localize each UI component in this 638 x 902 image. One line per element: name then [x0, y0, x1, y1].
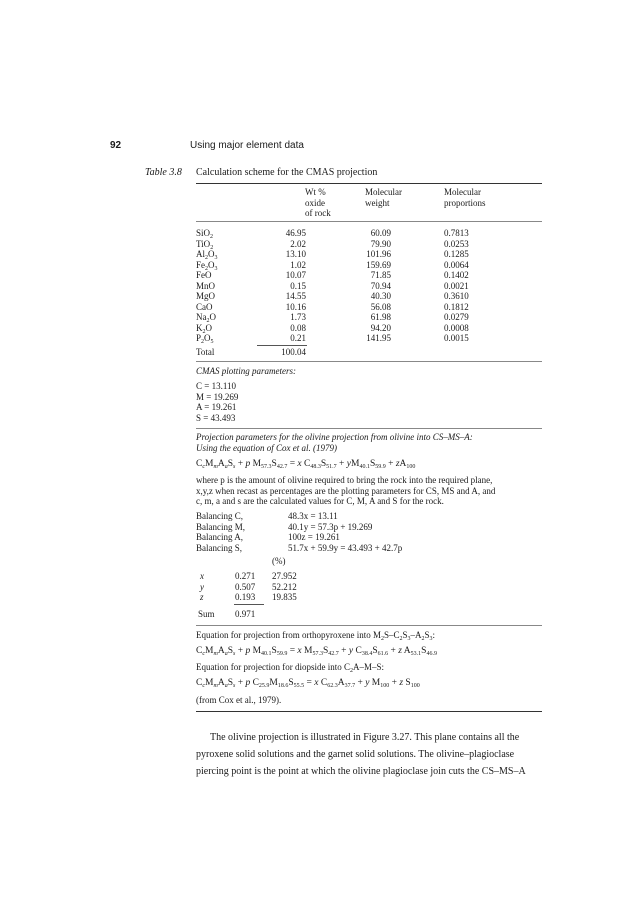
- mp-cell: 0.1812: [444, 301, 469, 312]
- oxide-cell: MgO: [196, 291, 216, 301]
- wt-cell: 0.21: [290, 333, 306, 343]
- xyz-value: 0.271: [235, 571, 256, 581]
- col-header-mp: Molecular proportions: [444, 187, 486, 208]
- di-heading: Equation for projection for diopside into $C_2A-M-S$:: [196, 662, 384, 674]
- mw-cell: 79.90: [370, 238, 391, 249]
- cmas-param-s: S = 43.493: [196, 412, 236, 423]
- oxide-cell: $Na_2O$: [196, 312, 216, 324]
- where-line-3: c, m, a and s are the calculated values for C, M, A and S for the rock.: [196, 496, 444, 506]
- balancing-label: Balancing S,: [196, 542, 242, 553]
- wt-cell: 10.16: [285, 301, 306, 312]
- oxide-cell: CaO: [196, 301, 213, 312]
- oxide-cell: $Al_2O_3$: [196, 249, 218, 261]
- balancing-label: Balancing A,: [196, 532, 243, 542]
- balancing-equation: 40.1y = 57.3p + 19.269: [288, 521, 373, 532]
- table-row: [196, 291, 542, 302]
- xyz-var: y: [200, 581, 204, 592]
- xyz-percent: 27.952: [272, 571, 297, 581]
- table-row: [196, 239, 542, 250]
- projection-heading-1: Projection parameters for the olivine projection from olivine into CS–MS–A:: [196, 432, 473, 442]
- mp-cell: 0.0021: [444, 280, 469, 291]
- col-header-mw: Molecular weight: [365, 187, 402, 208]
- balancing-equation: 51.7x + 59.9y = 43.493 + 42.7p: [288, 542, 403, 553]
- wt-cell: 0.15: [290, 280, 306, 291]
- xyz-var: z: [200, 592, 204, 602]
- mp-cell: 0.0064: [444, 259, 469, 270]
- oxide-cell: TiO$_2$: [196, 238, 214, 251]
- oxide-cell: MnO: [196, 280, 216, 291]
- mw-cell: 60.09: [370, 228, 391, 238]
- mw-cell: 70.94: [370, 280, 391, 291]
- xyz-value: 0.193: [235, 592, 256, 602]
- table-bottom-rule: [196, 711, 542, 712]
- wt-cell: 10.07: [285, 270, 306, 280]
- table-row: [196, 302, 542, 313]
- xyz-percent: 52.212: [272, 581, 297, 592]
- balancing-equation: 48.3x = 13.11: [288, 511, 338, 521]
- mw-cell: 40.30: [370, 291, 391, 301]
- total-row: [196, 347, 542, 358]
- oxide-cell: $P_2O_5$: [196, 333, 214, 345]
- table-row: [196, 323, 542, 334]
- balancing-label: Balancing M,: [196, 521, 245, 532]
- mp-cell: 0.7813: [444, 228, 469, 238]
- wt-cell: 1.73: [290, 312, 306, 322]
- wt-cell: 13.10: [285, 249, 306, 259]
- cmas-param-m: M = 19.269: [196, 391, 239, 402]
- balancing-label: Balancing C,: [196, 511, 243, 521]
- cox-reference: (from Cox et al., 1979).: [196, 695, 282, 705]
- body-paragraph: The olivine projection is illustrated in Figure 3.27. This plane contains all the pyroxene solid solutions and the garnet solid solutions. The olivine–plagioclase piercing point is the point at which the olivine plagioclase join cuts the CS–MS–A: [196, 732, 526, 777]
- oxide-cell: $Fe_2O_3$: [196, 259, 218, 272]
- wt-cell: 14.55: [285, 291, 306, 301]
- opx-heading: Equation for projection from orthopyroxene into $M_2S-C_2S_3-A_2S_3$:: [196, 630, 436, 642]
- total-value: 100.04: [281, 347, 306, 357]
- cmas-param-a: A = 19.261: [196, 402, 237, 412]
- projection-heading-2: Using the equation of Cox et al. (1979): [196, 443, 337, 453]
- mw-cell: 94.20: [370, 322, 391, 333]
- table-caption: Calculation scheme for the CMAS projection: [196, 167, 378, 178]
- mp-cell: 0.0253: [444, 238, 469, 249]
- oxide-cell: SiO$_2$: [196, 228, 214, 240]
- where-line-2: x,y,z when recast as percentages are the plotting parameters for CS, MS and A, and: [196, 485, 496, 496]
- table-top-rule: [196, 183, 542, 184]
- mw-cell: 56.08: [370, 301, 391, 312]
- mw-cell: 61.98: [370, 312, 391, 322]
- mp-cell: 0.1285: [444, 249, 469, 259]
- table-row: [196, 333, 542, 344]
- xyz-value: 0.507: [235, 581, 256, 592]
- wt-cell: 46.95: [285, 228, 306, 238]
- mw-cell: 71.85: [370, 270, 391, 280]
- sum-rule: [234, 604, 264, 605]
- table-label: Table 3.8: [145, 167, 182, 178]
- section-rule: [196, 361, 542, 362]
- header-rule: [196, 221, 542, 222]
- oxide-cell: FeO: [196, 270, 212, 280]
- oxide-cell: $K_2O$: [196, 322, 212, 335]
- mp-cell: 0.1402: [444, 270, 469, 280]
- mp-cell: 0.3610: [444, 291, 469, 301]
- running-head: Using major element data: [190, 140, 304, 151]
- wt-cell: 2.02: [290, 238, 306, 249]
- opx-equation: $C_cM_mA_aS_s + p$ $M_{40.1}S_{59.9} = x$ $M_{57.3}S_{42.7} + y$ $C_{38.4}S_{61.6} + z$ $A_{53.1}S_{46.9}$: [196, 646, 437, 657]
- balancing-equation: 100z = 19.261: [288, 532, 340, 542]
- xyz-percent: 19.835: [272, 592, 297, 602]
- table-row: [196, 249, 542, 260]
- page-number: 92: [110, 140, 122, 151]
- table-row: [196, 228, 542, 239]
- section-rule: [196, 625, 542, 626]
- xyz-var: x: [200, 571, 204, 581]
- mw-cell: 101.96: [366, 249, 391, 259]
- section-rule: [196, 428, 542, 429]
- table-row: [196, 312, 542, 323]
- wt-cell: 0.08: [290, 322, 306, 333]
- mw-cell: 159.69: [366, 259, 391, 270]
- where-line-1: where p is the amount of olivine required to bring the rock into the required plane,: [196, 475, 493, 485]
- table-row: [196, 270, 542, 281]
- total-label: Total: [196, 347, 215, 357]
- di-equation: $C_cM_mA_aS_s + p$ $C_{25.9}M_{18.6}S_{55.5} = x$ $C_{62.3}A_{37.7} + y$ $M_{100} + z$ $S_{100}$: [196, 678, 420, 689]
- percent-header: (%): [272, 556, 286, 566]
- mp-cell: 0.0279: [444, 312, 469, 322]
- olivine-equation: $C_cM_mA_aS_s + p$ $M_{57.3}S_{42.7} = x$ $C_{48.3}S_{51.7} + yM_{40.1}S_{59.9} + zA_{100}$: [196, 459, 416, 470]
- table-row: [196, 260, 542, 271]
- mw-cell: 141.95: [366, 333, 391, 343]
- cmas-heading: CMAS plotting parameters:: [196, 366, 296, 376]
- sum-label: Sum: [198, 609, 215, 619]
- col-header-wt: Wt % oxide of rock: [305, 187, 331, 218]
- wt-cell: 1.02: [290, 259, 306, 270]
- mp-cell: 0.0008: [444, 322, 469, 333]
- total-rule: [257, 345, 307, 346]
- mp-cell: 0.0015: [444, 333, 469, 343]
- cmas-param-c: C = 13.110: [196, 381, 236, 391]
- table-row: [196, 281, 542, 292]
- sum-value: 0.971: [235, 609, 256, 619]
